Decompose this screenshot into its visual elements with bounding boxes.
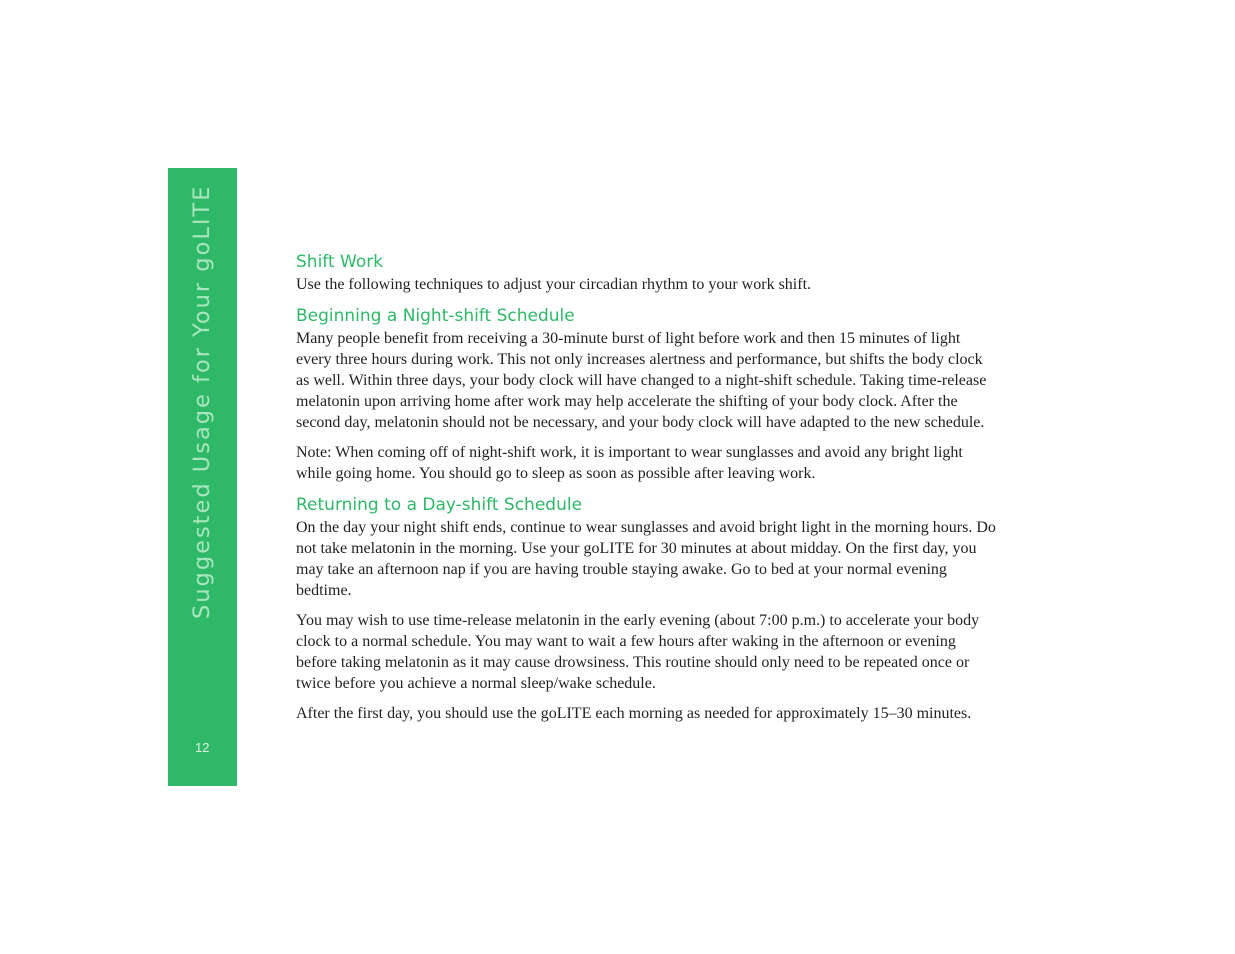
day-shift-paragraph: On the day your night shift ends, continue to wear sunglasses and avoid bright light in the morning hours. Do not take melatonin in the morning. Use your goLITE for 30 minutes at about midday. On the first day, you may take an afternoon nap if you are having trouble staying awake. Go to bed at your normal evening bedtime. [296,519,996,599]
page-content [296,250,996,724]
heading-shift-work: Shift Work [296,252,384,272]
sidebar-tab [168,168,237,786]
night-shift-note: Note: When coming off of night-shift work, it is important to wear sunglasses and avoid any bright light while going home. You should go to sleep as soon as possible after leaving work. [296,444,963,482]
shift-work-intro: Use the following techniques to adjust your circadian rhythm to your work shift. [296,276,812,293]
sidebar-title: Suggested Usage for Your goLITE [189,184,215,619]
day-shift-melatonin-paragraph: You may wish to use time-release melatonin in the early evening (about 7:00 p.m.) to accelerate your body clock to a normal schedule. You may want to wait a few hours after waking in the afternoon or evening before taking melatonin as it may cause drowsiness. This routine should only need to be repeated once or twice before you achieve a normal sleep/wake schedule. [296,612,980,692]
heading-night-shift: Beginning a Night-shift Schedule [296,306,575,326]
day-shift-followup: After the first day, you should use the goLITE each morning as needed for approximately 15–30 minutes. [296,705,972,722]
heading-day-shift: Returning to a Day-shift Schedule [296,495,583,515]
page-number: 12 [195,740,210,755]
night-shift-paragraph: Many people benefit from receiving a 30-minute burst of light before work and then 15 minutes of light every three hours during work. This not only increases alertness and performance, but shifts the body clock as well. Within three days, your body clock will have changed to a night-shift schedule. Taking time-release melatonin upon arriving home after work may help accelerate the shifting of your body clock. After the second day, melatonin should not be necessary, and your body clock will have adapted to the new schedule. [296,330,987,431]
